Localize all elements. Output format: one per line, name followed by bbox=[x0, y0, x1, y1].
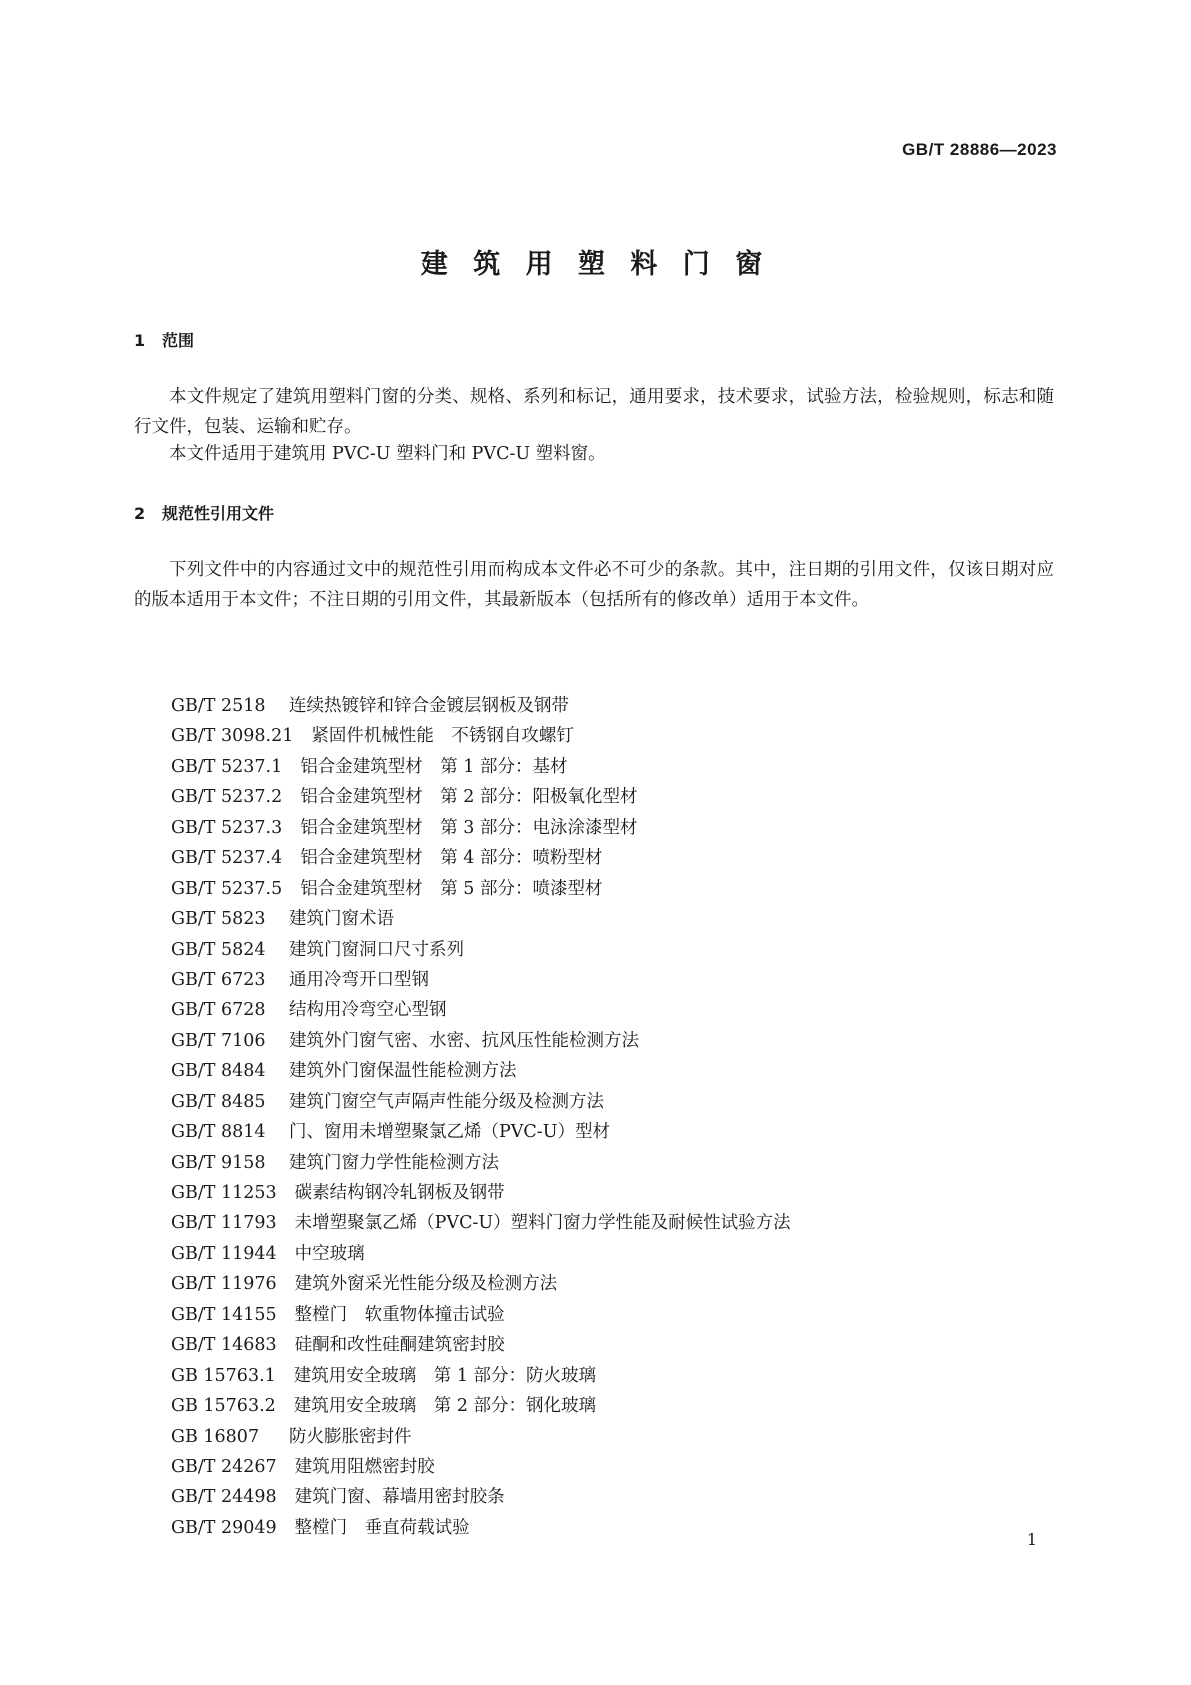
reference-title: 铝合金建筑型材 第 2 部分：阳极氧化型材 bbox=[300, 787, 638, 808]
reference-item bbox=[171, 721, 791, 751]
reference-item bbox=[171, 1208, 791, 1238]
reference-title: 建筑外门窗保温性能检测方法 bbox=[289, 1061, 517, 1082]
reference-title: 建筑门窗术语 bbox=[289, 909, 394, 930]
reference-code: GB/T 24267 bbox=[171, 1456, 277, 1477]
reference-code: GB/T 11944 bbox=[171, 1243, 277, 1264]
scope-paragraph-2: 本文件适用于建筑用 PVC-U 塑料门和 PVC-U 塑料窗。 bbox=[169, 444, 606, 464]
reference-code: GB/T 29049 bbox=[171, 1517, 277, 1538]
reference-title: 连续热镀锌和锌合金镀层钢板及钢带 bbox=[289, 696, 569, 716]
reference-title: 硅酮和改性硅酮建筑密封胶 bbox=[294, 1335, 505, 1356]
reference-title: 整樘门 软重物体撞击试验 bbox=[294, 1304, 505, 1325]
reference-item bbox=[171, 1087, 791, 1117]
section-number: 1 bbox=[134, 331, 146, 350]
reference-code: GB/T 5237.3 bbox=[171, 817, 283, 838]
reference-title: 铝合金建筑型材 第 1 部分：基材 bbox=[300, 756, 568, 777]
section-1-heading bbox=[134, 328, 194, 351]
reference-item bbox=[171, 1300, 791, 1330]
reference-title: 紧固件机械性能 不锈钢自攻螺钉 bbox=[311, 726, 574, 747]
section-2-heading bbox=[134, 501, 274, 524]
reference-item bbox=[171, 1239, 791, 1269]
reference-code: GB/T 5237.1 bbox=[171, 756, 283, 777]
reference-item bbox=[171, 1056, 791, 1086]
reference-title: 铝合金建筑型材 第 3 部分：电泳涂漆型材 bbox=[300, 817, 638, 838]
reference-title: 门、窗用未增塑聚氯乙烯（PVC-U）型材 bbox=[289, 1122, 610, 1143]
reference-item bbox=[171, 1391, 791, 1421]
reference-title: 铝合金建筑型材 第 4 部分：喷粉型材 bbox=[300, 848, 603, 869]
reference-title: 整樘门 垂直荷载试验 bbox=[294, 1517, 470, 1538]
reference-title: 通用冷弯开口型钢 bbox=[289, 969, 429, 990]
reference-code: GB/T 6723 bbox=[171, 969, 266, 990]
reference-item bbox=[171, 904, 791, 934]
reference-code: GB/T 3098.21 bbox=[171, 726, 294, 747]
reference-item bbox=[171, 1361, 791, 1391]
reference-code: GB/T 11976 bbox=[171, 1274, 277, 1295]
reference-code: GB/T 8485 bbox=[171, 1091, 266, 1112]
reference-title: 未增塑聚氯乙烯（PVC-U）塑料门窗力学性能及耐候性试验方法 bbox=[294, 1213, 791, 1234]
page-number: 1 bbox=[1026, 1530, 1037, 1549]
reference-item bbox=[171, 874, 791, 904]
section-number: 2 bbox=[134, 504, 146, 523]
reference-title: 防火膨胀密封件 bbox=[289, 1426, 412, 1447]
reference-code: GB/T 8814 bbox=[171, 1122, 266, 1143]
reference-item bbox=[171, 1178, 791, 1208]
section-title: 范围 bbox=[162, 331, 195, 350]
reference-item bbox=[171, 1513, 791, 1543]
reference-title: 中空玻璃 bbox=[294, 1243, 365, 1264]
reference-item bbox=[171, 935, 791, 965]
reference-title: 建筑用阻燃密封胶 bbox=[294, 1456, 435, 1477]
reference-code: GB/T 5237.5 bbox=[171, 878, 283, 899]
reference-code: GB/T 5824 bbox=[171, 939, 266, 960]
reference-item bbox=[171, 843, 791, 873]
reference-title: 建筑门窗、幕墙用密封胶条 bbox=[294, 1487, 505, 1508]
reference-code: GB/T 11793 bbox=[171, 1213, 277, 1234]
document-title: 建 筑 用 塑 料 门 窗 bbox=[420, 249, 771, 280]
reference-code: GB/T 14683 bbox=[171, 1335, 277, 1356]
reference-title: 建筑外门窗气密、水密、抗风压性能检测方法 bbox=[289, 1030, 639, 1051]
reference-item bbox=[171, 1422, 791, 1452]
reference-code: GB/T 5237.4 bbox=[171, 848, 283, 869]
reference-item bbox=[171, 691, 791, 721]
reference-title: 结构用冷弯空心型钢 bbox=[289, 1000, 447, 1021]
reference-code: GB/T 5237.2 bbox=[171, 787, 283, 808]
reference-item bbox=[171, 1026, 791, 1056]
reference-item bbox=[171, 965, 791, 995]
reference-title: 建筑用安全玻璃 第 2 部分：钢化玻璃 bbox=[293, 1396, 597, 1417]
reference-code: GB/T 11253 bbox=[171, 1183, 277, 1203]
reference-title: 建筑门窗洞口尺寸系列 bbox=[289, 939, 464, 960]
reference-item bbox=[171, 1117, 791, 1147]
reference-item bbox=[171, 752, 791, 782]
reference-item bbox=[171, 1482, 791, 1512]
references-intro: 下列文件中的内容通过文中的规范性引用而构成本文件必不可少的条款。其中，注日期的引用文件，仅该日期对应的版本适用于本文件；不注日期的引用文件，其最新版本（包括所有的修改单）适用于本文件。 bbox=[134, 560, 1054, 610]
reference-code: GB/T 8484 bbox=[171, 1061, 266, 1082]
reference-code: GB/T 14155 bbox=[171, 1304, 277, 1325]
reference-title: 建筑门窗力学性能检测方法 bbox=[289, 1152, 499, 1173]
scope-paragraph-1: 本文件规定了建筑用塑料门窗的分类、规格、系列和标记，通用要求，技术要求，试验方法，检验规则，标志和随行文件，包装、运输和贮存。 bbox=[134, 387, 1054, 437]
reference-item bbox=[171, 1148, 791, 1178]
reference-item bbox=[171, 1452, 791, 1482]
reference-item bbox=[171, 782, 791, 812]
reference-title: 铝合金建筑型材 第 5 部分：喷漆型材 bbox=[300, 878, 603, 899]
reference-code: GB/T 2518 bbox=[171, 696, 266, 716]
reference-code: GB/T 24498 bbox=[171, 1487, 277, 1508]
reference-code: GB/T 9158 bbox=[171, 1152, 266, 1173]
reference-title: 建筑外窗采光性能分级及检测方法 bbox=[294, 1274, 558, 1295]
reference-item bbox=[171, 1330, 791, 1360]
reference-item bbox=[171, 813, 791, 843]
reference-code: GB/T 6728 bbox=[171, 1000, 266, 1021]
section-title: 规范性引用文件 bbox=[162, 504, 275, 523]
reference-title: 建筑门窗空气声隔声性能分级及检测方法 bbox=[289, 1091, 604, 1112]
reference-item bbox=[171, 995, 791, 1025]
reference-title: 碳素结构钢冷轧钢板及钢带 bbox=[294, 1183, 505, 1203]
reference-code: GB/T 5823 bbox=[171, 909, 266, 930]
reference-code: GB 15763.2 bbox=[171, 1396, 276, 1417]
reference-code: GB 15763.1 bbox=[171, 1365, 276, 1386]
standard-number: GB/T 28886—2023 bbox=[902, 140, 1057, 159]
reference-code: GB/T 7106 bbox=[171, 1030, 266, 1051]
reference-title: 建筑用安全玻璃 第 1 部分：防火玻璃 bbox=[293, 1365, 597, 1386]
reference-code: GB 16807 bbox=[171, 1426, 260, 1447]
reference-item bbox=[171, 1269, 791, 1299]
reference-list bbox=[171, 691, 791, 1543]
